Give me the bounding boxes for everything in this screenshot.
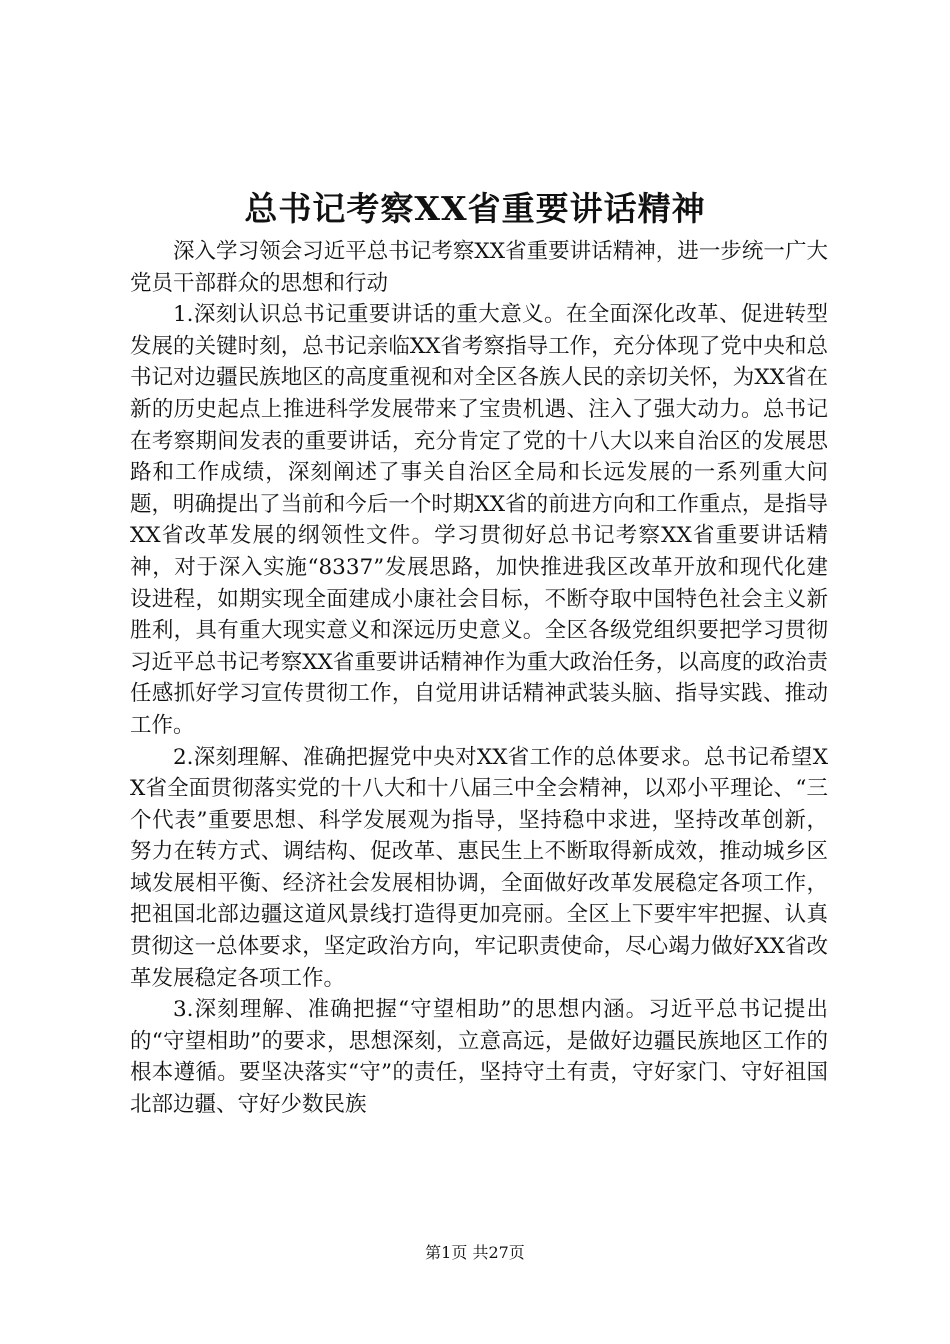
paragraph-intro: 深入学习领会习近平总书记考察XX省重要讲话精神，进一步统一广大党员干部群众的思想和行动	[130, 239, 828, 296]
document-body	[130, 236, 828, 1121]
paragraph-3: 3.深刻理解、准确把握“守望相助”的思想内涵。习近平总书记提出的“守望相助”的要求，思想深刻，立意高远，是做好边疆民族地区工作的根本遵循。要坚决落实“守”的责任，坚持守土有责，守好家门、守好祖国北部边疆、守好少数民族	[130, 997, 828, 1118]
document-title: 总书记考察XX省重要讲话精神	[244, 189, 706, 228]
paragraph-1: 1.深刻认识总书记重要讲话的重大意义。在全面深化改革、促进转型发展的关键时刻，总书记亲临XX省考察指导工作，充分体现了党中央和总书记对边疆民族地区的高度重视和对全区各族人民的亲切关怀，为XX省在新的历史起点上推进科学发展带来了宝贵机遇、注入了强大动力。总书记在考察期间发表的重要讲话，充分肯定了党的十八大以来自治区的发展思路和工作成绩，深刻阐述了事关自治区全局和长远发展的一系列重大问题，明确提出了当前和今后一个时期XX省的前进方向和工作重点，是指导XX省改革发展的纲领性文件。学习贯彻好总书记考察XX省重要讲话精神，对于深入实施“8337”发展思路，加快推进我区改革开放和现代化建设进程，如期实现全面建成小康社会目标，不断夺取中国特色社会主义新胜利，具有重大现实意义和深远历史意义。全区各级党组织要把学习贯彻习近平总书记考察XX省重要讲话精神作为重大政治任务，以高度的政治责任感抓好学习宣传贯彻工作，自觉用讲话精神武装头脑、指导实践、推动工作。	[130, 302, 828, 738]
paragraph-2: 2.深刻理解、准确把握党中央对XX省工作的总体要求。总书记希望XX省全面贯彻落实党的十八大和十八届三中全会精神，以邓小平理论、“三个代表”重要思想、科学发展观为指导，坚持稳中求进，坚持改革创新，努力在转方式、调结构、促改革、惠民生上不断取得新成效，推动城乡区域发展相平衡、经济社会发展相协调，全面做好改革发展稳定各项工作，把祖国北部边疆这道风景线打造得更加亮丽。全区上下要牢牢把握、认真贯彻这一总体要求，坚定政治方向，牢记职责使命，尽心竭力做好XX省改革发展稳定各项工作。	[130, 744, 828, 991]
page-footer: 第1页 共27页	[425, 1243, 525, 1262]
